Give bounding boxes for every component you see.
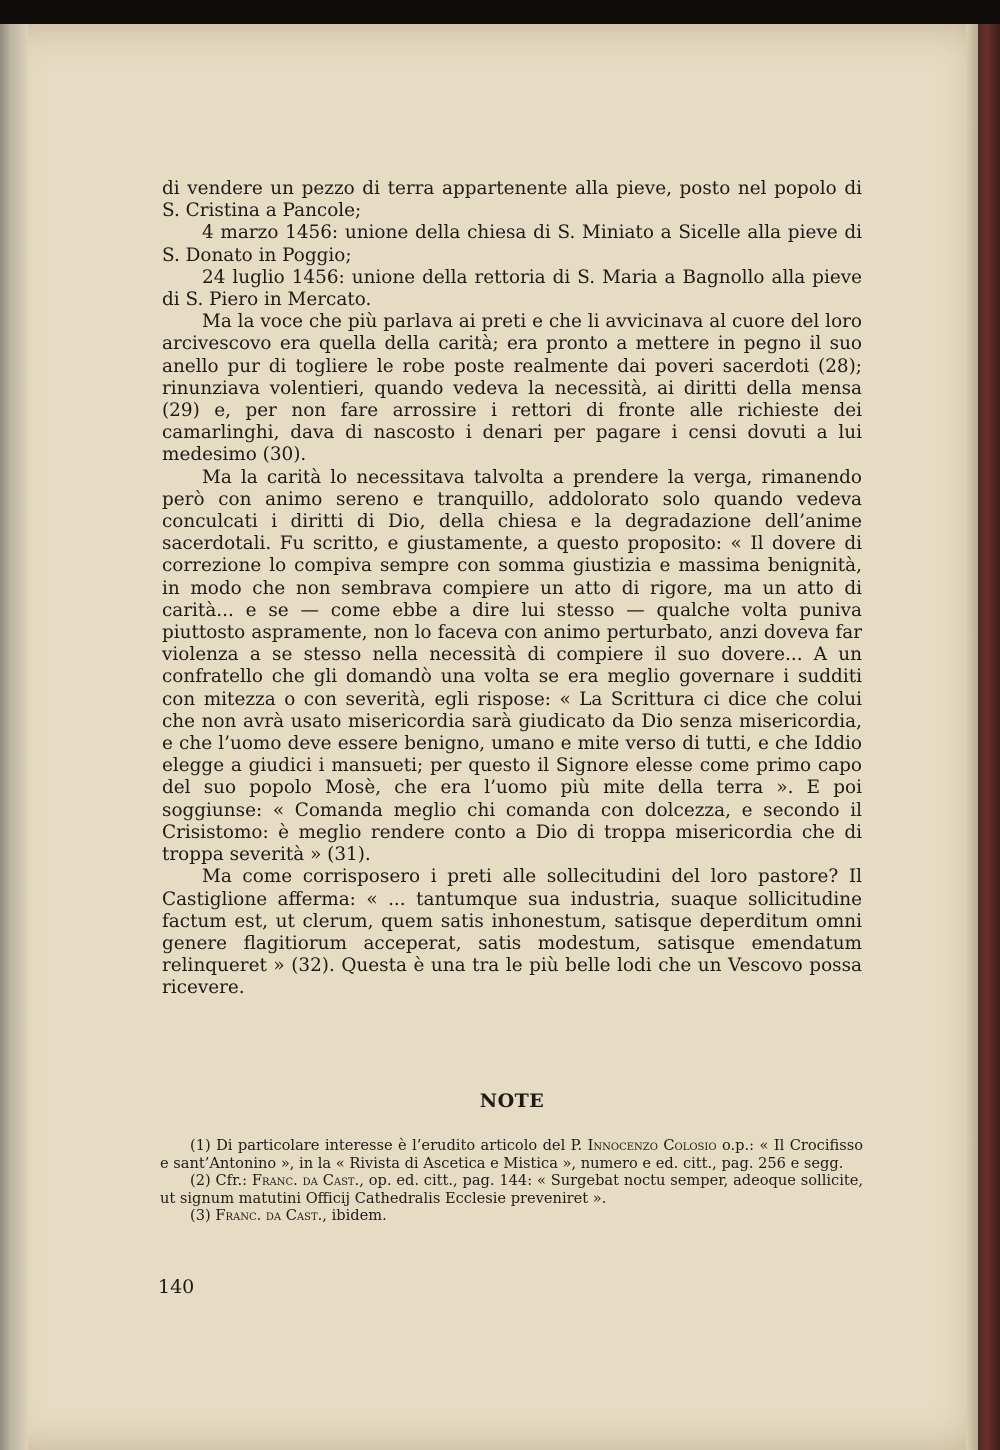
footnote — [160, 1172, 863, 1207]
page-number: 140 — [158, 1276, 195, 1298]
footnote — [160, 1207, 863, 1225]
footnote-text: o.p.: « Il Crocifisso e sant’Antonino », in la « Rivista di Ascetica e Mistica », numero e ed. citt., pag. 256 e segg. — [160, 1137, 863, 1172]
scan-background — [0, 0, 1000, 24]
paragraph: 4 marzo 1456: unione della chiesa di S. Miniato a Sicelle alla pieve di S. Donato in Poggio; — [162, 222, 862, 266]
book-binding — [978, 24, 1000, 1450]
footnote-text: op. ed. citt., pag. 144: « Surgebat noctu semper, adeoque sollicite, ut signum matutini Officij Cathedralis Ecclesie preveniret ». — [160, 1172, 864, 1207]
page-gutter-shadow — [0, 24, 28, 1450]
footnote — [160, 1137, 863, 1172]
paragraph: 24 luglio 1456: unione della rettoria di S. Maria a Bagnollo alla pieve di S. Piero in Mercato. — [162, 266, 862, 311]
footnote-author: Innocenzo Colosio — [587, 1137, 717, 1154]
footnote-text: (2) Cfr.: — [190, 1172, 248, 1190]
page-edge — [966, 24, 978, 1450]
paragraph: di vendere un pezzo di terra appartenente alla pieve, posto nel popolo di S. Cristina a Pancole; — [162, 178, 862, 222]
footnote-author: Franc. da Cast., — [251, 1172, 364, 1190]
paragraph: Ma come corrisposero i preti alle sollecitudini del loro pastore? Il Castiglione afferma: « ... tantumque sua industria, suaque sollicitudine factum est, ut clerum, quem satis inhonestum, satisque deperditum omni genere flagitiorum acceperat, satis modestum, satisque emendatum relinqueret » (32). Questa è una tra le più belle lodi che un Vescovo possa ricevere. — [162, 866, 862, 999]
notes-heading: NOTE — [479, 1090, 545, 1112]
paragraph: Ma la voce che più parlava ai preti e che li avvicinava al cuore del loro arcivescovo era quella della carità; era pronto a mettere in pegno il suo anello pur di togliere le robe poste realmente dai poveri sacerdoti (28); rinunziava volentieri, quando vedeva la necessità, ai diritti della mensa (29) e, per non fare arrossire i rettori di fronte alle richieste dei camarlinghi, dava di nascosto i denari per pagare i censi dovuti a lui medesimo (30). — [162, 311, 862, 466]
footnotes — [160, 1137, 863, 1225]
footnote-text: ibidem. — [331, 1207, 387, 1225]
main-text — [162, 178, 862, 1000]
footnote-text: (3) — [190, 1207, 211, 1225]
footnote-author: Franc. da Cast., — [215, 1207, 327, 1225]
paragraph: Ma la carità lo necessitava talvolta a prendere la verga, rimanendo però con animo sereno e tranquillo, addolorato solo quando vedeva conculcati i diritti di Dio, della chiesa e la degradazione dell’anime sacerdotali. Fu scritto, e giustamente, a questo proposito: « Il dovere di correzione lo compiva sempre con somma giustizia e massima benignità, in modo che non sembrava compiere un atto di rigore, ma un atto di carità... e se — come ebbe a dire lui stesso — qualche volta puniva piuttosto aspramente, non lo faceva con animo perturbato, anzi doveva far violenza a se stesso nella necessità di compiere il suo dovere... A un confratello che gli domandò una volta se era meglio governare i sudditi con mitezza o con severità, egli rispose: « La Scrittura ci dice che colui che non avrà usato misericordia sarà giudicato da Dio senza misericordia, e che l’uomo deve essere benigno, umano e mite verso di tutti, e che Iddio elegge a giudici i mansueti; per questo il Signore elesse come primo capo del suo popolo Mosè, che era l’uomo più mite della terra ». E poi soggiunse: « Comanda meglio chi comanda con dolcezza, e secondo il Crisistomo: è meglio rendere conto a Dio di troppa misericordia che di troppa severità » (31). — [162, 466, 862, 866]
footnote-text: (1) Di particolare interesse è l’erudito articolo del P. — [190, 1137, 583, 1154]
